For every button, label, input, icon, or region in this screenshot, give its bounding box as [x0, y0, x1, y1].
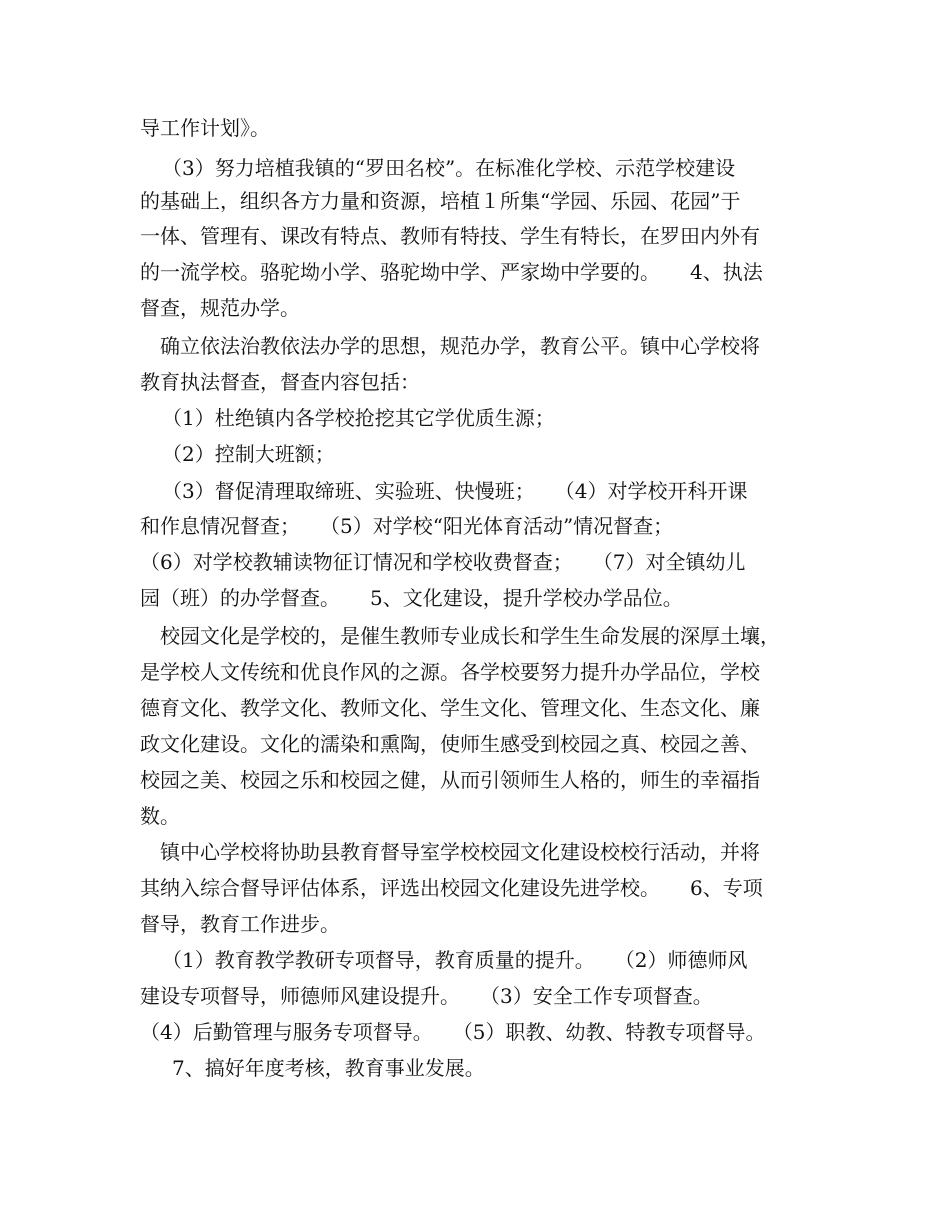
text-line: 一体、管理有、课改有特点、教师有特技、学生有特长，在罗田内外有 [140, 224, 760, 248]
text-line: 政文化建设。文化的濡染和熏陶，使师生感受到校园之真、校园之善、 [140, 732, 760, 756]
text-line: 督查，规范办学。 [140, 296, 300, 320]
text-line: 数。 [140, 804, 180, 828]
text-line: 的基础上，组织各方力量和资源，培植１所集“学园、乐园、花园”于 [140, 189, 741, 213]
text-line: （4）后勤管理与服务专项督导。 （5）职教、幼教、特教专项督导。 [140, 1020, 766, 1044]
text-line: 和作息情况督查； （5）对学校“阳光体育活动”情况督查； [140, 514, 674, 538]
text-line: （3）努力培植我镇的“罗田名校”。在标准化学校、示范学校建设 [162, 156, 736, 180]
text-line: 7、搞好年度考核，教育事业发展。 [172, 1056, 485, 1080]
text-line: 是学校人文传统和优良作风的之源。各学校要努力提升办学品位，学校 [140, 660, 760, 684]
text-line: 其纳入综合督导评估体系，评选出校园文化建设先进学校。 6、专项 [140, 876, 763, 900]
text-line: 教育执法督查，督查内容包括： [140, 370, 420, 394]
text-line: 德育文化、教学文化、教师文化、学生文化、管理文化、生态文化、廉 [140, 696, 760, 720]
text-line: 的一流学校。骆驼坳小学、骆驼坳中学、严家坳中学要的。 4、执法 [140, 260, 763, 284]
text-line: 督导，教育工作进步。 [140, 912, 340, 936]
text-line: 导工作计划》。 [140, 116, 270, 140]
text-line: （6）对学校教辅读物征订情况和学校收费督查； （7）对全镇幼儿 [140, 550, 746, 574]
text-line: 校园之美、校园之乐和校园之健，从而引领师生人格的，师生的幸福指 [140, 768, 760, 792]
text-line: 园（班）的办学督查。 5、文化建设，提升学校办学品位。 [140, 586, 683, 610]
text-line: （1）杜绝镇内各学校抢挖其它学优质生源； [162, 406, 555, 430]
text-line: （2）控制大班额； [162, 442, 335, 466]
text-line: 建设专项督导，师德师风建设提升。 （3）安全工作专项督查。 [140, 984, 713, 1008]
text-line: 镇中心学校将协助县教育督导室学校校园文化建设校校行活动，并将 [160, 840, 760, 864]
text-line: （1）教育教学教研专项督导，教育质量的提升。 （2）师德师风 [162, 948, 748, 972]
text-line: 确立依法治教依法办学的思想，规范办学，教育公平。镇中心学校将 [160, 334, 760, 358]
text-line: （3）督促清理取缔班、实验班、快慢班； （4）对学校开科开课 [162, 479, 748, 503]
text-line: 校园文化是学校的，是催生教师专业成长和学生生命发展的深厚土壤， [160, 624, 780, 648]
